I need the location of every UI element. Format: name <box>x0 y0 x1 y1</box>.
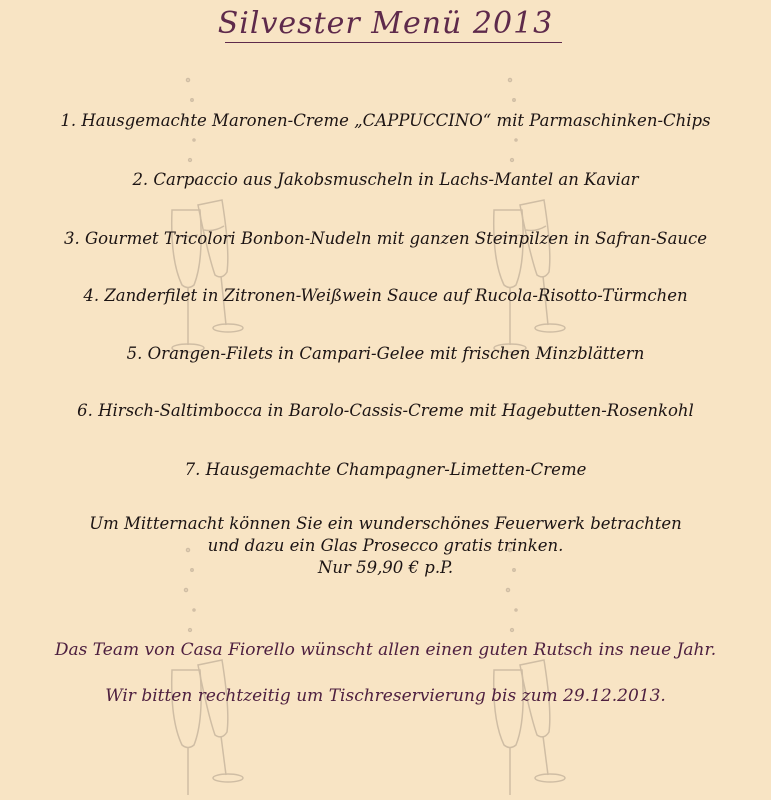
page-title: Silvester Menü 2013 <box>217 6 554 41</box>
price-line: Nur 59,90 € p.P. <box>317 558 454 577</box>
title-underline <box>225 42 562 43</box>
menu-item: 2. Carpaccio aus Jakobsmuscheln in Lachs-Mantel an Kaviar <box>132 170 639 189</box>
midnight-note <box>0 513 771 579</box>
menu-item: 4. Zanderfilet in Zitronen-Weißwein Sauce auf Rucola-Risotto-Türmchen <box>83 286 688 305</box>
menu-item: 7. Hausgemachte Champagner-Limetten-Creme <box>184 460 587 479</box>
midnight-note-line: Um Mitternacht können Sie ein wunderschönes Feuerwerk betrachten <box>89 514 682 533</box>
reservation-note: Wir bitten rechtzeitig um Tischreservierung bis zum 29.12.2013. <box>105 686 666 706</box>
team-wish: Das Team von Casa Fiorello wünscht allen einen guten Rutsch ins neue Jahr. <box>54 640 717 660</box>
midnight-note-line: und dazu ein Glas Prosecco gratis trinken. <box>207 536 564 555</box>
champagne-glasses-icon <box>160 60 260 360</box>
menu-item: 5. Orangen-Filets in Campari-Gelee mit frischen Minzblättern <box>126 344 645 363</box>
menu-item: 1. Hausgemachte Maronen-Creme „CAPPUCCINO“ mit Parmaschinken-Chips <box>60 111 711 130</box>
menu-item: 3. Gourmet Tricolori Bonbon-Nudeln mit ganzen Steinpilzen in Safran-Sauce <box>63 229 708 248</box>
champagne-glasses-icon <box>482 60 582 360</box>
menu-item: 6. Hirsch-Saltimbocca in Barolo-Cassis-Creme mit Hagebutten-Rosenkohl <box>77 401 694 420</box>
